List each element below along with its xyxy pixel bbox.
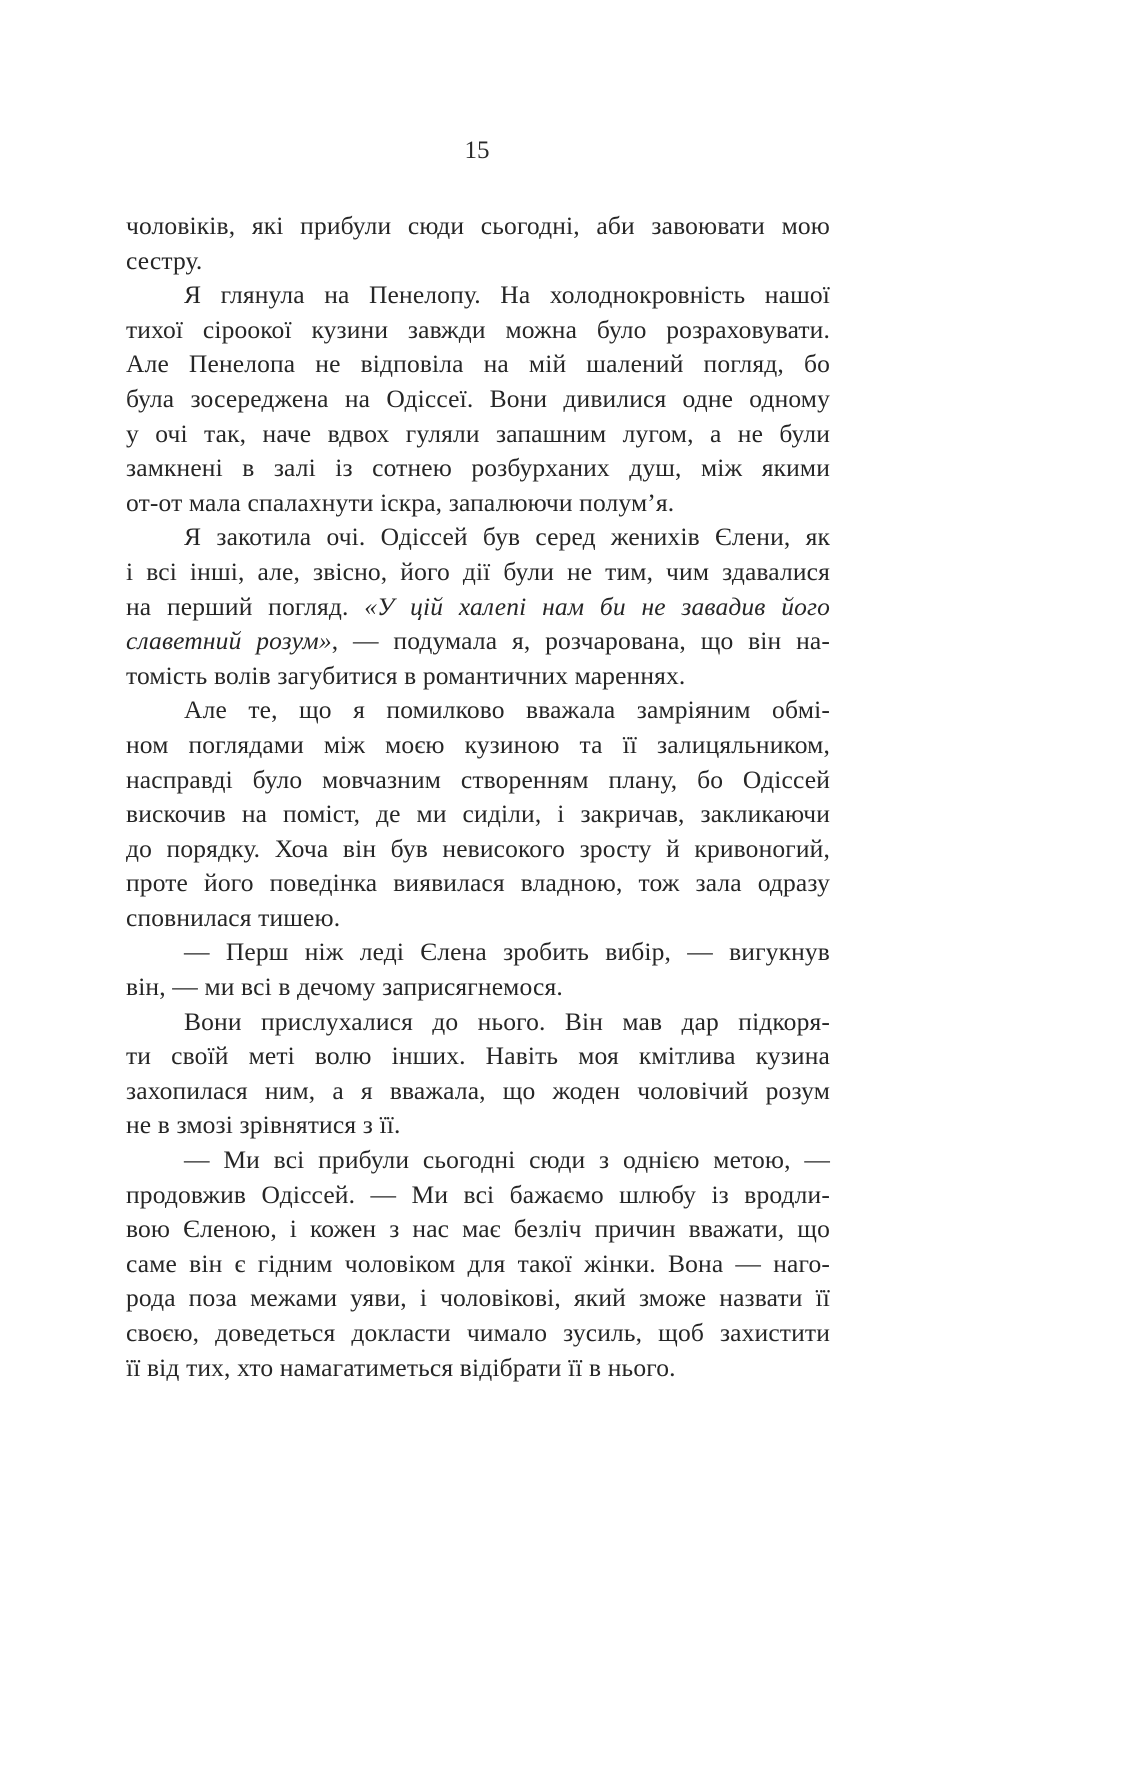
text-line: томість волів загубитися в романтичних мареннях. — [126, 660, 686, 690]
text-line: саме він є гідним чоловіком для такої жінки. Вона — наго- — [126, 1248, 830, 1278]
text-line: не в змозі зрівнятися з її. — [126, 1110, 401, 1140]
text-line: у очі так, наче вдвох гуляли запашним лугом, а не були — [126, 418, 830, 448]
text-line: Але Пенелопа не відповіла на мій шалений погляд, бо — [126, 349, 830, 379]
page-number: 15 — [464, 137, 490, 164]
text-line: — Ми всі прибули сьогодні сюди з однією метою, — — [184, 1145, 830, 1175]
text-run: на перший погляд. — [126, 591, 365, 621]
text-line — [126, 624, 830, 659]
text-line: ном поглядами між моєю кузиною та її залицяльником, — [126, 729, 830, 759]
text-line: сестру. — [126, 245, 203, 275]
italic-quote: «У цій халепі нам би не завадив його — [364, 591, 830, 621]
text-line: була зосереджена на Одіссеї. Вони дивилися одне одному — [126, 383, 830, 413]
text-line: вискочив на поміст, де ми сиділи, і закричав, закликаючи — [126, 799, 830, 829]
text-line: її від тих, хто намагатиметься відібрати її в нього. — [126, 1352, 676, 1382]
text-line — [126, 590, 830, 625]
text-line: Але те, що я помилково вважала замріяним обмі- — [184, 695, 830, 725]
text-line: вою Єленою, і кожен з нас має безліч причин вважати, що — [126, 1214, 830, 1244]
text-line: чоловіків, які прибули сюди сьогодні, аби завоювати мою — [126, 211, 830, 240]
text-line: Вони прислухалися до нього. Він мав дар підкоря- — [184, 1006, 830, 1036]
text-line: Я глянула на Пенелопу. На холоднокровність нашої — [184, 280, 830, 310]
italic-quote: славетний розум» — [126, 626, 332, 656]
body-text — [126, 209, 830, 1385]
text-line: насправді було мовчазним створенням плану, бо Одіссей — [126, 764, 830, 794]
text-line: продовжив Одіссей. — Ми всі бажаємо шлюбу із вродли- — [126, 1179, 830, 1209]
text-line: захопилася ним, а я вважала, що жоден чоловічий розум — [126, 1075, 830, 1105]
text-line: до порядку. Хоча він був невисокого зросту й кривоногий, — [126, 833, 830, 863]
text-line: він, — ми всі в дечому заприсягнемося. — [126, 972, 563, 1002]
text-line: — Перш ніж леді Єлена зробить вибір, — вигукнув — [184, 937, 830, 967]
text-line: замкнені в залі із сотнею розбурханих душ, між якими — [126, 453, 830, 483]
text-line: своєю, доведеться докласти чимало зусиль, щоб захистити — [126, 1318, 830, 1347]
text-line: рода поза межами уяви, і чоловікові, який зможе назвати її — [126, 1283, 830, 1313]
text-line: сповнилася тишею. — [126, 902, 341, 932]
text-line: от-от мала спалахнути іскра, запалюючи полум’я. — [126, 487, 675, 517]
text-run: , — подумала я, розчарована, що він на- — [331, 626, 830, 656]
text-line: ти своїй меті волю інших. Навіть моя кмітлива кузина — [126, 1041, 830, 1071]
text-line: проте його поведінка виявилася владною, тож зала одразу — [126, 868, 830, 898]
text-line: і всі інші, але, звісно, його дії були не тим, чим здавалися — [126, 556, 830, 586]
text-line: тихої сіроокої кузини завжди можна було розраховувати. — [126, 314, 830, 344]
text-line: Я закотила очі. Одіссей був серед женихів Єлени, як — [184, 522, 830, 552]
